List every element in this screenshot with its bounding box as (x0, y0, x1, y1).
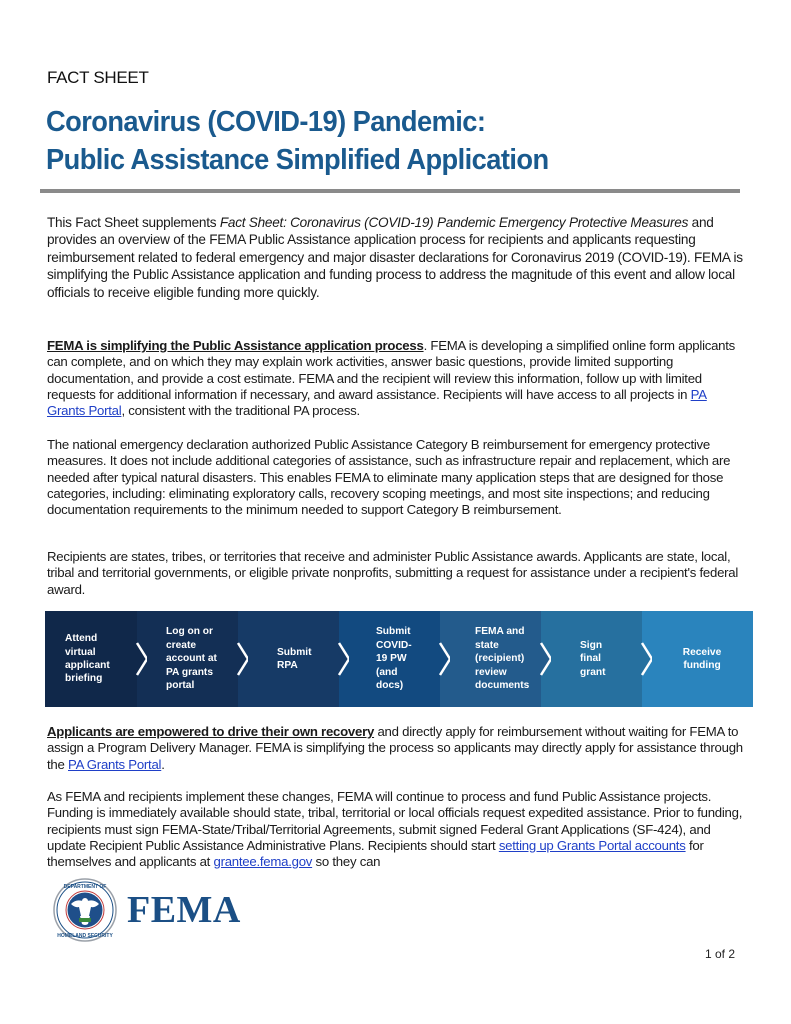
step-label: Sign final grant (580, 639, 606, 678)
step-label: Receive funding (682, 646, 722, 671)
paragraph-text: , consistent with the traditional PA process. (121, 403, 360, 419)
paragraph-text: for themselves and applicants at (47, 837, 704, 870)
paragraph-text: and directly apply for reimbursement without waiting for FEMA to assign a Program Delivery Manager. FEMA is simplifying the process so applicants may directly apply for assistance through the (47, 724, 743, 772)
paragraph-text: . FEMA is developing a simplified online form applicants can complete, and on which they may explain work activities, answer basic questions, provide limited supporting documentation, and provide a cost estimate. FEMA and the recipient will review this information, follow up with limited requests for additional information if necessary, and award assistance. Recipients will have access to all projects in (47, 338, 736, 402)
funding-paragraph (47, 789, 747, 870)
title-line-1: Coronavirus (COVID-19) Pandemic: (46, 106, 486, 138)
chevron-arrow-icon (335, 611, 349, 707)
pa-grants-portal-link[interactable]: PA Grants Portal (47, 386, 707, 419)
process-step-5 (449, 611, 550, 707)
title-line-2: Public Assistance Simplified Application (46, 144, 549, 176)
section-lead: FEMA is simplifying the Public Assistance application process (47, 338, 424, 353)
process-step-1 (45, 611, 146, 707)
step-label: Submit RPA (277, 646, 312, 671)
setup-grants-portal-accounts-link[interactable]: setting up Grants Portal accounts (498, 837, 686, 853)
paragraph-text: so they can (312, 854, 381, 870)
chevron-arrow-icon (133, 611, 147, 707)
intro-text: This Fact Sheet supplements (47, 215, 220, 230)
chevron-arrow-icon (537, 611, 551, 707)
paragraph-text: . (161, 756, 165, 772)
process-flow-diagram (45, 611, 753, 707)
process-step-4 (348, 611, 449, 707)
title-divider (40, 189, 740, 193)
pa-grants-portal-link[interactable]: PA Grants Portal (68, 756, 162, 772)
step-label: Log on or create account at PA grants portal (166, 626, 217, 692)
chevron-arrow-icon (436, 611, 450, 707)
process-step-3 (247, 611, 348, 707)
process-step-2 (146, 611, 247, 707)
category-b-paragraph: The national emergency declaration authorized Public Assistance Category B reimbursement for emergency protective measures. It does not include additional categories of assistance, such as infrastructure repair and replacement, which are needed after typical natural disasters. This enables FEMA to eliminate many application steps that are designed for those categories, including: eliminating exploratory calls, recovery scoping meetings, and most site inspections; and reducing documentation requirements to the minimum needed to support Category B reimbursement. (47, 437, 731, 518)
intro-text-cont: and provides an overview of the FEMA Public Assistance application process for recipients and applicants requesting reimbursement related to federal emergency and major disaster declarations for Coronavirus 2019 (COVID-19). FEMA is simplifying the Public Assistance application and funding process to address the magnitude of this event and allow local officials to receive eligible funding more quickly. (47, 215, 743, 300)
simplifying-paragraph (47, 338, 747, 419)
page-title (46, 103, 549, 179)
process-step-7 (651, 611, 753, 707)
fact-sheet-label: FACT SHEET (47, 68, 149, 87)
svg-text:DEPARTMENT OF: DEPARTMENT OF (63, 884, 107, 890)
applicants-empowered-paragraph (47, 724, 747, 773)
chevron-arrow-icon (234, 611, 248, 707)
step-label: Attend virtual applicant briefing (65, 633, 110, 685)
fema-logo: FEMA (127, 889, 241, 931)
chevron-arrow-icon (638, 611, 652, 707)
step-label: FEMA and state (recipient) review documents (475, 626, 530, 692)
referenced-fact-sheet: Fact Sheet: Coronavirus (COVID-19) Pandemic Emergency Protective Measures (219, 215, 689, 230)
dhs-seal-icon (53, 878, 117, 942)
recipients-paragraph: Recipients are states, tribes, or territories that receive and administer Public Assistance awards. Applicants are state, local, tribal and territorial governments, or eligible private nonprofits, submitting a request for assistance under a recipient's federal award. (47, 549, 739, 597)
paragraph-text: As FEMA and recipients implement these changes, FEMA will continue to process and fund Public Assistance projects. Funding is immediately available should state, tribal, territorial or local officials request expedited assistance. Prior to funding, recipients must sign FEMA-State/Tribal/Territorial Agreements, submit signed Federal Grant Applications (SF-424), and update Recipient Public Assistance Administrative Plans. Recipients should start (47, 789, 743, 853)
grantee-fema-gov-link[interactable]: grantee.fema.gov (213, 854, 313, 870)
intro-paragraph (47, 214, 747, 301)
process-step-6 (550, 611, 651, 707)
step-label: Submit COVID-19 PW (and docs) (376, 626, 412, 692)
page-number: 1 of 2 (705, 947, 736, 961)
section-lead: Applicants are empowered to drive their own recovery (47, 724, 375, 739)
svg-text:HOMELAND SECURITY: HOMELAND SECURITY (57, 933, 113, 939)
